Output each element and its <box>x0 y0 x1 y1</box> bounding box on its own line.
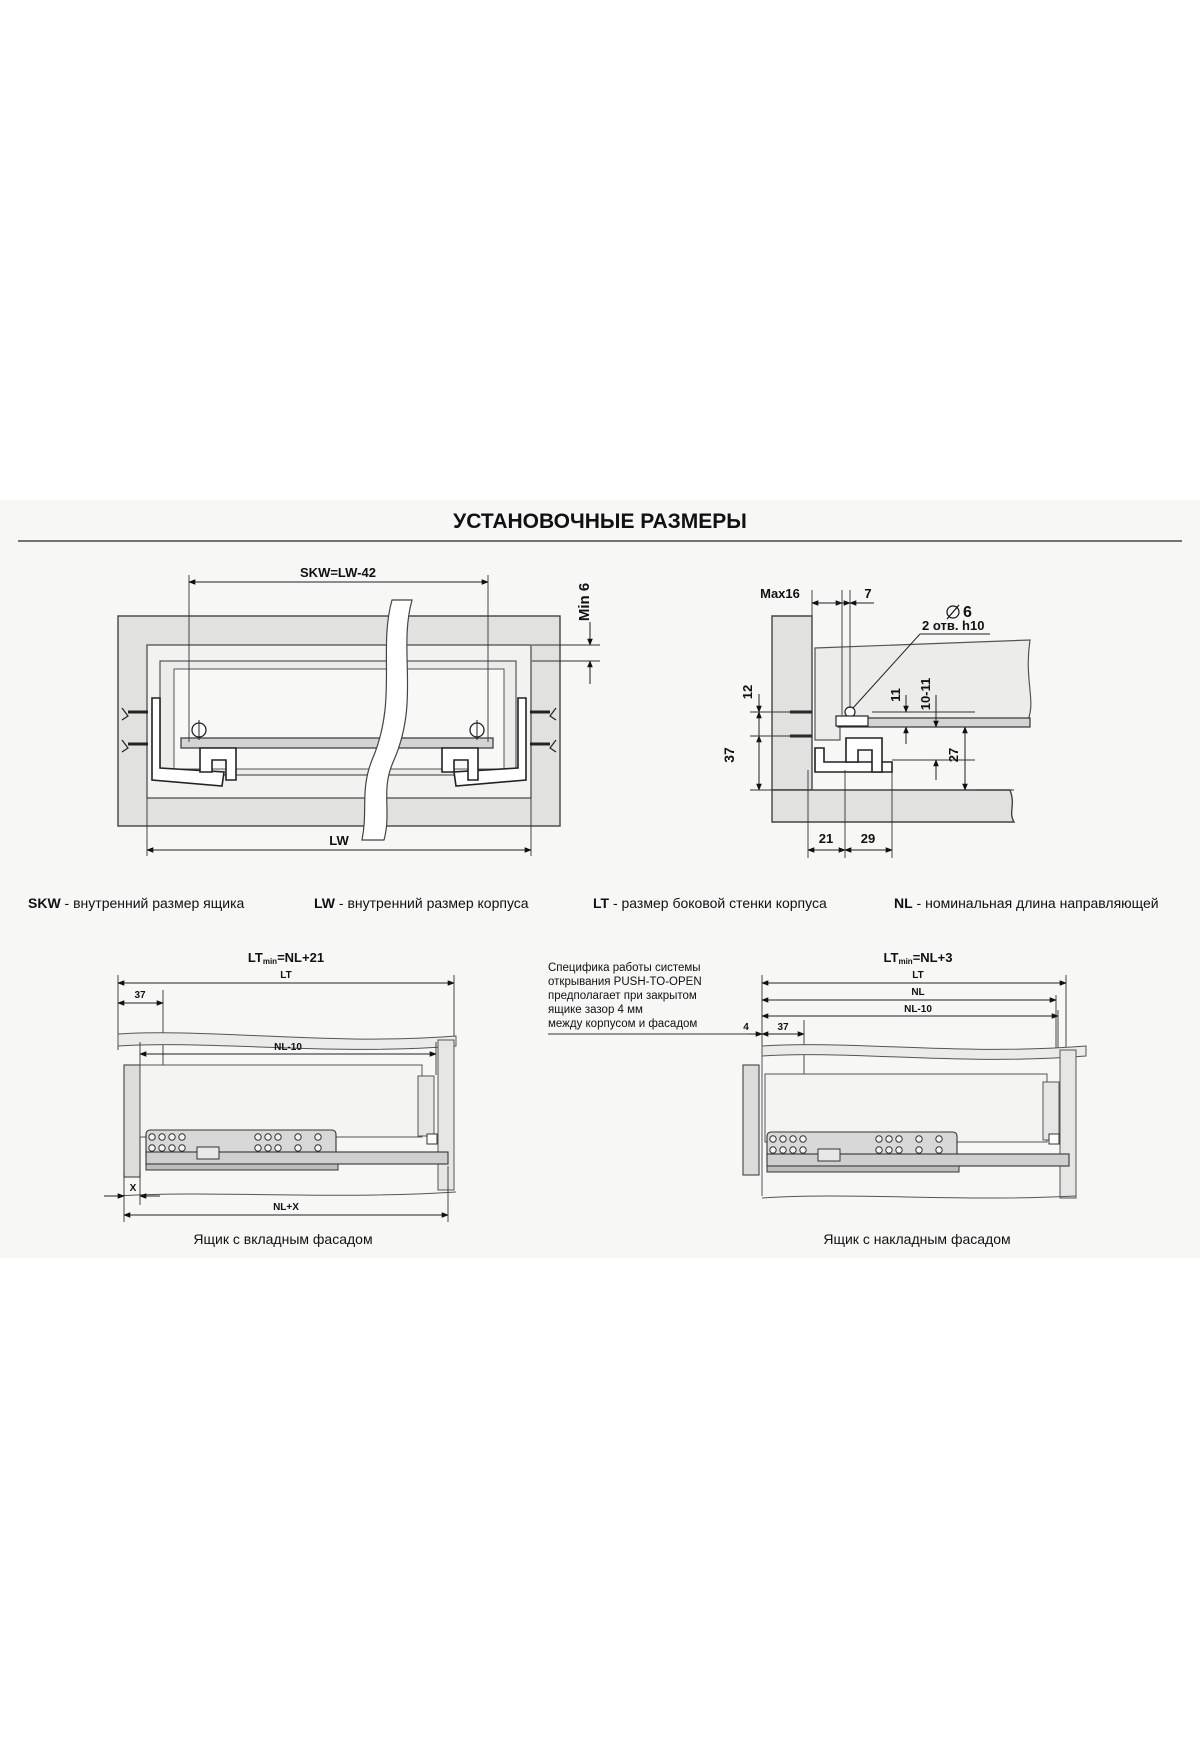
legend-item-nl: NL - номинальная длина направляющей <box>894 895 1159 911</box>
dim-12-label: 12 <box>740 684 755 700</box>
svg-text:Специфика работы системы: Специфика работы системы <box>548 962 701 974</box>
lw-dimension-label: LW <box>329 833 349 848</box>
inset-formula: LTmin=NL+21 <box>247 950 325 966</box>
legend-item-lt: LT - размер боковой стенки корпуса <box>593 895 827 911</box>
hole-note-label: 2 отв. h10 <box>922 618 985 633</box>
overlay-lt-label: LT <box>912 970 924 981</box>
inset-x-label: X <box>129 1183 137 1194</box>
overlay-drawer-caption: Ящик с накладным фасадом <box>823 1231 1011 1247</box>
inset-drawer-caption: Ящик с вкладным фасадом <box>193 1231 373 1247</box>
overlay-front-panel <box>743 1065 759 1175</box>
inset-front-panel <box>124 1065 140 1177</box>
page-title: УСТАНОВОЧНЫЕ РАЗМЕРЫ <box>453 510 747 533</box>
dim-21-label: 21 <box>818 831 834 846</box>
push-to-open-note <box>548 962 702 1030</box>
svg-text:между корпусом и фасадом: между корпусом и фасадом <box>548 1018 698 1030</box>
legend-item-skw: SKW - внутренний размер ящика <box>28 895 245 911</box>
inset-lt-label: LT <box>280 970 292 981</box>
max16-label: Max16 <box>760 586 800 601</box>
cabinet-side-wall <box>772 616 812 790</box>
inset-37-label: 37 <box>134 990 146 1001</box>
dim-11-label: 11 <box>888 688 903 702</box>
skw-dimension-label: SKW=LW-42 <box>300 565 376 580</box>
legend <box>28 895 1159 911</box>
hole-diameter-label: 6 <box>963 604 972 621</box>
dim-7-label: 7 <box>864 586 872 601</box>
legend-item-lw: LW - внутренний размер корпуса <box>314 895 529 911</box>
dim-10-11-label: 10-11 <box>918 677 933 711</box>
overlay-4-label: 4 <box>743 1022 749 1033</box>
overlay-nl10-label: NL-10 <box>904 1004 932 1015</box>
overlay-37-label: 37 <box>777 1022 789 1033</box>
min6-label: Min 6 <box>576 582 593 622</box>
overlay-formula: LTmin=NL+3 <box>883 950 953 966</box>
svg-text:открывания PUSH-TO-OPEN: открывания PUSH-TO-OPEN <box>548 976 702 988</box>
svg-text:ящике зазор 4 мм: ящике зазор 4 мм <box>548 1004 643 1016</box>
inset-nl10-label: NL-10 <box>274 1042 302 1053</box>
overlay-nl-label: NL <box>911 987 925 998</box>
dim-27-label: 27 <box>946 747 961 763</box>
dim-37-label: 37 <box>721 747 737 763</box>
drawer-bottom-plate <box>181 738 493 748</box>
inset-nlx-label: NL+X <box>273 1202 299 1213</box>
svg-text:предполагает при закрытом: предполагает при закрытом <box>548 990 697 1002</box>
dim-29-label: 29 <box>860 831 876 846</box>
